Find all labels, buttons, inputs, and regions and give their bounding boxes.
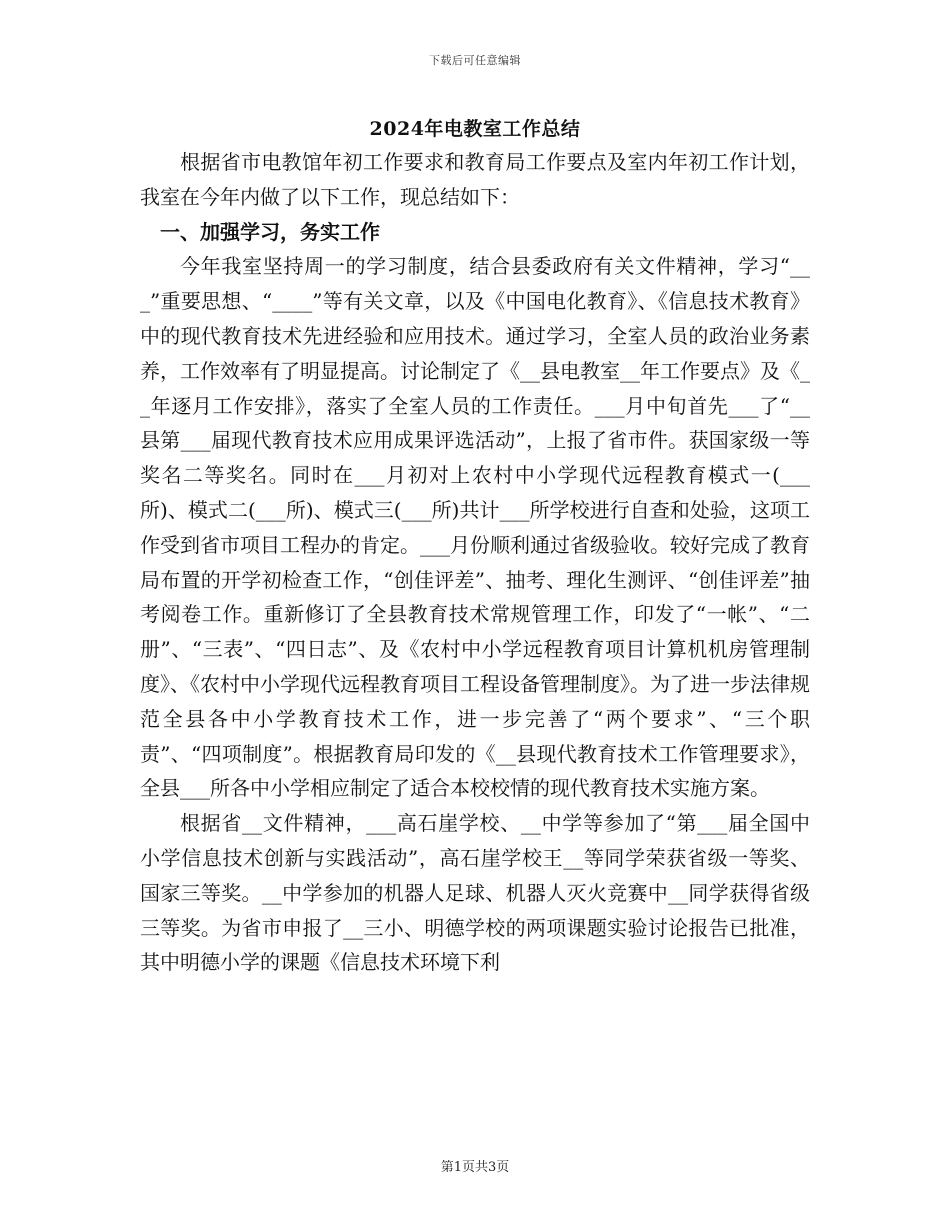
page-number: 第1页共3页 [440, 1160, 510, 1175]
header-note: 下载后可任意编辑 [429, 54, 521, 67]
document-body [140, 145, 810, 980]
body-paragraph: 今年我室坚持周一的学习制度，结合县委政府有关文件精神，学习“___”重要思想、“____”等有关文章，以及《中国电化教育》、《信息技术教育》中的现代教育技术先进经验和应用技术。通过学习，全室人员的政治业务素养，工作效率有了明显提高。讨论制定了《__县电教室__年工作要点》及《__年逐月工作安排》，落实了全室人员的工作责任。___月中旬首先___了“__县第___届现代教育技术应用成果评选活动”，上报了省市件。获国家级一等奖名二等奖名。同时在___月初对上农村中小学现代远程教育模式一(___所)、模式二(___所)、模式三(___所)共计___所学校进行自查和处验，这项工作受到省市项目工程办的肯定。___月份顺利通过省级验收。较好完成了教育局布置的开学初检查工作，“创佳评差”、抽考、理化生测评、“创佳评差”抽考阅卷工作。重新修订了全县教育技术常规管理工作，印发了“一帐”、“二册”、“三表”、“四日志”、及《农村中小学远程教育项目计算机机房管理制度》、《农村中小学现代远程教育项目工程设备管理制度》。为了进一步法律规范全县各中小学教育技术工作，进一步完善了“两个要求”、“三个职责”、“四项制度”。根据教育局印发的《__县现代教育技术工作管理要求》，全县___所各中小学相应制定了适合本校校情的现代教育技术实施方案。 [140, 254, 810, 801]
body-paragraph: 根据省__文件精神，___高石崖学校、__中学等参加了“第___届全国中小学信息技术创新与实践活动”，高石崖学校王__等同学荣获省级一等奖、国家三等奖。__中学参加的机器人足球、机器人灭火竞赛中__同学获得省级三等奖。为省市申报了__三小、明德学校的两项课题实验讨论报告已批准，其中明德小学的课题《信息技术环境下利 [140, 811, 810, 975]
intro-paragraph: 根据省市电教馆年初工作要求和教育局工作要点及室内年初工作计划，我室在今年内做了以下工作，现总结如下： [140, 150, 810, 209]
section-heading: 一、加强学习，务实工作 [160, 219, 380, 244]
document-title: 2024年电教室工作总结 [369, 118, 581, 140]
